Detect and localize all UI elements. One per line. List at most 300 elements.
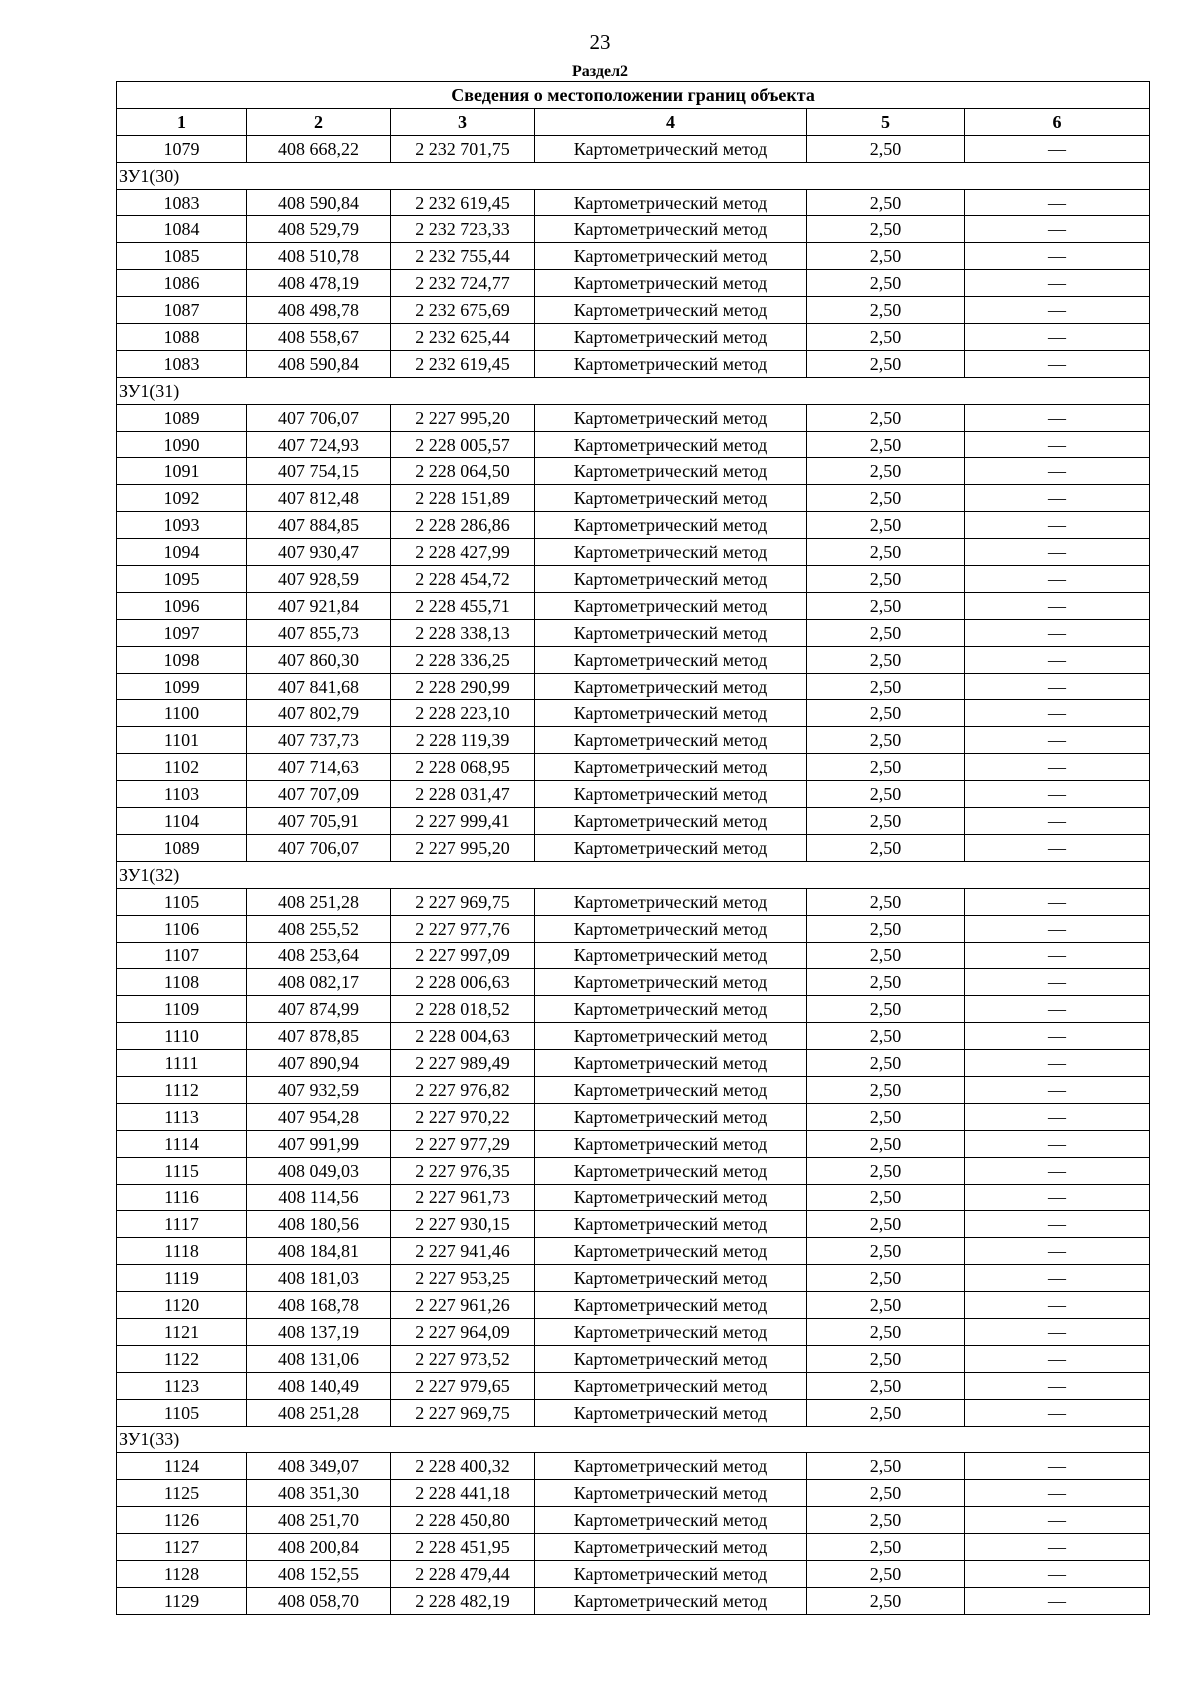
y-coordinate-cell: 2 228 479,44 xyxy=(391,1560,535,1587)
x-coordinate-cell: 408 168,78 xyxy=(247,1292,391,1319)
point-number-cell: 1101 xyxy=(117,727,247,754)
x-coordinate-cell: 408 251,28 xyxy=(247,888,391,915)
method-cell: Картометрический метод xyxy=(535,754,807,781)
method-cell: Картометрический метод xyxy=(535,566,807,593)
method-cell: Картометрический метод xyxy=(535,1480,807,1507)
method-cell: Картометрический метод xyxy=(535,1130,807,1157)
table-row xyxy=(117,781,1150,808)
description-cell: — xyxy=(965,1238,1150,1265)
point-number-cell: 1118 xyxy=(117,1238,247,1265)
point-number-cell: 1098 xyxy=(117,646,247,673)
x-coordinate-cell: 408 058,70 xyxy=(247,1587,391,1614)
description-cell: — xyxy=(965,727,1150,754)
x-coordinate-cell: 408 255,52 xyxy=(247,915,391,942)
point-number-cell: 1124 xyxy=(117,1453,247,1480)
method-cell: Картометрический метод xyxy=(535,270,807,297)
table-row xyxy=(117,216,1150,243)
column-header: 6 xyxy=(965,108,1150,135)
method-cell: Картометрический метод xyxy=(535,942,807,969)
accuracy-cell: 2,50 xyxy=(807,1345,965,1372)
x-coordinate-cell: 407 812,48 xyxy=(247,485,391,512)
x-coordinate-cell: 408 152,55 xyxy=(247,1560,391,1587)
table-caption: Сведения о местоположении границ объекта xyxy=(117,82,1150,109)
method-cell: Картометрический метод xyxy=(535,1345,807,1372)
description-cell: — xyxy=(965,297,1150,324)
x-coordinate-cell: 408 180,56 xyxy=(247,1211,391,1238)
y-coordinate-cell: 2 227 989,49 xyxy=(391,1050,535,1077)
y-coordinate-cell: 2 228 400,32 xyxy=(391,1453,535,1480)
description-cell: — xyxy=(965,1265,1150,1292)
description-cell: — xyxy=(965,1050,1150,1077)
description-cell: — xyxy=(965,539,1150,566)
y-coordinate-cell: 2 227 977,76 xyxy=(391,915,535,942)
method-cell: Картометрический метод xyxy=(535,458,807,485)
point-number-cell: 1099 xyxy=(117,673,247,700)
y-coordinate-cell: 2 228 151,89 xyxy=(391,485,535,512)
x-coordinate-cell: 408 200,84 xyxy=(247,1534,391,1561)
method-cell: Картометрический метод xyxy=(535,1184,807,1211)
y-coordinate-cell: 2 228 286,86 xyxy=(391,512,535,539)
description-cell: — xyxy=(965,1560,1150,1587)
method-cell: Картометрический метод xyxy=(535,969,807,996)
accuracy-cell: 2,50 xyxy=(807,1265,965,1292)
table-row xyxy=(117,350,1150,377)
table-row xyxy=(117,1534,1150,1561)
table-row xyxy=(117,727,1150,754)
description-cell: — xyxy=(965,619,1150,646)
table-row xyxy=(117,404,1150,431)
y-coordinate-cell: 2 227 976,82 xyxy=(391,1076,535,1103)
x-coordinate-cell: 407 928,59 xyxy=(247,566,391,593)
table-caption-row xyxy=(117,82,1150,109)
method-cell: Картометрический метод xyxy=(535,1238,807,1265)
description-cell: — xyxy=(965,243,1150,270)
description-cell: — xyxy=(965,270,1150,297)
y-coordinate-cell: 2 228 018,52 xyxy=(391,996,535,1023)
y-coordinate-cell: 2 228 006,63 xyxy=(391,969,535,996)
y-coordinate-cell: 2 228 119,39 xyxy=(391,727,535,754)
y-coordinate-cell: 2 228 338,13 xyxy=(391,619,535,646)
x-coordinate-cell: 407 991,99 xyxy=(247,1130,391,1157)
description-cell: — xyxy=(965,1023,1150,1050)
y-coordinate-cell: 2 228 223,10 xyxy=(391,700,535,727)
table-row xyxy=(117,1318,1150,1345)
x-coordinate-cell: 408 253,64 xyxy=(247,942,391,969)
method-cell: Картометрический метод xyxy=(535,216,807,243)
y-coordinate-cell: 2 227 961,26 xyxy=(391,1292,535,1319)
y-coordinate-cell: 2 232 619,45 xyxy=(391,350,535,377)
y-coordinate-cell: 2 227 999,41 xyxy=(391,808,535,835)
table-row xyxy=(117,1345,1150,1372)
table-row xyxy=(117,1238,1150,1265)
point-number-cell: 1088 xyxy=(117,324,247,351)
y-coordinate-cell: 2 228 454,72 xyxy=(391,566,535,593)
table-row xyxy=(117,431,1150,458)
description-cell: — xyxy=(965,888,1150,915)
description-cell: — xyxy=(965,324,1150,351)
point-number-cell: 1108 xyxy=(117,969,247,996)
table-row xyxy=(117,512,1150,539)
section-label: Раздел2 xyxy=(571,63,629,80)
method-cell: Картометрический метод xyxy=(535,404,807,431)
x-coordinate-cell: 407 737,73 xyxy=(247,727,391,754)
x-coordinate-cell: 407 932,59 xyxy=(247,1076,391,1103)
x-coordinate-cell: 408 131,06 xyxy=(247,1345,391,1372)
point-number-cell: 1117 xyxy=(117,1211,247,1238)
table-row xyxy=(117,1587,1150,1614)
point-number-cell: 1095 xyxy=(117,566,247,593)
x-coordinate-cell: 407 714,63 xyxy=(247,754,391,781)
method-cell: Картометрический метод xyxy=(535,781,807,808)
accuracy-cell: 2,50 xyxy=(807,512,965,539)
y-coordinate-cell: 2 227 969,75 xyxy=(391,1399,535,1426)
point-number-cell: 1083 xyxy=(117,189,247,216)
description-cell: — xyxy=(965,1507,1150,1534)
x-coordinate-cell: 408 478,19 xyxy=(247,270,391,297)
y-coordinate-cell: 2 228 336,25 xyxy=(391,646,535,673)
accuracy-cell: 2,50 xyxy=(807,1453,965,1480)
table-row xyxy=(117,1292,1150,1319)
table-row xyxy=(117,808,1150,835)
group-label: ЗУ1(30) xyxy=(117,162,1150,189)
point-number-cell: 1115 xyxy=(117,1157,247,1184)
accuracy-cell: 2,50 xyxy=(807,1507,965,1534)
accuracy-cell: 2,50 xyxy=(807,1076,965,1103)
accuracy-cell: 2,50 xyxy=(807,1211,965,1238)
x-coordinate-cell: 408 251,28 xyxy=(247,1399,391,1426)
table-row xyxy=(117,646,1150,673)
accuracy-cell: 2,50 xyxy=(807,566,965,593)
method-cell: Картометрический метод xyxy=(535,1050,807,1077)
accuracy-cell: 2,50 xyxy=(807,297,965,324)
y-coordinate-cell: 2 228 450,80 xyxy=(391,1507,535,1534)
point-number-cell: 1089 xyxy=(117,834,247,861)
y-coordinate-cell: 2 232 675,69 xyxy=(391,297,535,324)
accuracy-cell: 2,50 xyxy=(807,1157,965,1184)
x-coordinate-cell: 407 724,93 xyxy=(247,431,391,458)
x-coordinate-cell: 407 802,79 xyxy=(247,700,391,727)
table-row xyxy=(117,458,1150,485)
x-coordinate-cell: 408 498,78 xyxy=(247,297,391,324)
table-row xyxy=(117,324,1150,351)
method-cell: Картометрический метод xyxy=(535,1399,807,1426)
description-cell: — xyxy=(965,646,1150,673)
point-number-cell: 1129 xyxy=(117,1587,247,1614)
point-number-cell: 1113 xyxy=(117,1103,247,1130)
method-cell: Картометрический метод xyxy=(535,1560,807,1587)
accuracy-cell: 2,50 xyxy=(807,942,965,969)
method-cell: Картометрический метод xyxy=(535,1265,807,1292)
description-cell: — xyxy=(965,1184,1150,1211)
y-coordinate-cell: 2 232 619,45 xyxy=(391,189,535,216)
accuracy-cell: 2,50 xyxy=(807,1238,965,1265)
accuracy-cell: 2,50 xyxy=(807,1587,965,1614)
point-number-cell: 1126 xyxy=(117,1507,247,1534)
x-coordinate-cell: 408 137,19 xyxy=(247,1318,391,1345)
x-coordinate-cell: 408 184,81 xyxy=(247,1238,391,1265)
y-coordinate-cell: 2 227 995,20 xyxy=(391,834,535,861)
description-cell: — xyxy=(965,1292,1150,1319)
accuracy-cell: 2,50 xyxy=(807,619,965,646)
description-cell: — xyxy=(965,566,1150,593)
accuracy-cell: 2,50 xyxy=(807,243,965,270)
accuracy-cell: 2,50 xyxy=(807,1050,965,1077)
description-cell: — xyxy=(965,834,1150,861)
method-cell: Картометрический метод xyxy=(535,1157,807,1184)
accuracy-cell: 2,50 xyxy=(807,1372,965,1399)
method-cell: Картометрический метод xyxy=(535,888,807,915)
description-cell: — xyxy=(965,700,1150,727)
column-header: 1 xyxy=(117,108,247,135)
table-body xyxy=(117,135,1150,1614)
x-coordinate-cell: 407 706,07 xyxy=(247,834,391,861)
description-cell: — xyxy=(965,996,1150,1023)
description-cell: — xyxy=(965,1130,1150,1157)
description-cell: — xyxy=(965,404,1150,431)
x-coordinate-cell: 407 921,84 xyxy=(247,592,391,619)
y-coordinate-cell: 2 228 290,99 xyxy=(391,673,535,700)
point-number-cell: 1121 xyxy=(117,1318,247,1345)
y-coordinate-cell: 2 228 451,95 xyxy=(391,1534,535,1561)
y-coordinate-cell: 2 227 969,75 xyxy=(391,888,535,915)
x-coordinate-cell: 407 706,07 xyxy=(247,404,391,431)
x-coordinate-cell: 408 510,78 xyxy=(247,243,391,270)
table-row xyxy=(117,135,1150,162)
table-row xyxy=(117,1130,1150,1157)
table-row xyxy=(117,1399,1150,1426)
accuracy-cell: 2,50 xyxy=(807,754,965,781)
description-cell: — xyxy=(965,1103,1150,1130)
description-cell: — xyxy=(965,1587,1150,1614)
point-number-cell: 1106 xyxy=(117,915,247,942)
table-row xyxy=(117,1560,1150,1587)
method-cell: Картометрический метод xyxy=(535,539,807,566)
y-coordinate-cell: 2 228 004,63 xyxy=(391,1023,535,1050)
point-number-cell: 1128 xyxy=(117,1560,247,1587)
method-cell: Картометрический метод xyxy=(535,1453,807,1480)
table-row xyxy=(117,1372,1150,1399)
point-number-cell: 1096 xyxy=(117,592,247,619)
x-coordinate-cell: 408 558,67 xyxy=(247,324,391,351)
x-coordinate-cell: 407 754,15 xyxy=(247,458,391,485)
point-number-cell: 1100 xyxy=(117,700,247,727)
y-coordinate-cell: 2 232 755,44 xyxy=(391,243,535,270)
description-cell: — xyxy=(965,431,1150,458)
description-cell: — xyxy=(965,592,1150,619)
point-number-cell: 1090 xyxy=(117,431,247,458)
accuracy-cell: 2,50 xyxy=(807,781,965,808)
method-cell: Картометрический метод xyxy=(535,673,807,700)
group-label: ЗУ1(32) xyxy=(117,861,1150,888)
point-number-cell: 1110 xyxy=(117,1023,247,1050)
y-coordinate-cell: 2 227 970,22 xyxy=(391,1103,535,1130)
table-row xyxy=(117,1453,1150,1480)
point-number-cell: 1086 xyxy=(117,270,247,297)
y-coordinate-cell: 2 232 701,75 xyxy=(391,135,535,162)
method-cell: Картометрический метод xyxy=(535,646,807,673)
table-row xyxy=(117,673,1150,700)
table-row xyxy=(117,297,1150,324)
group-header-row xyxy=(117,162,1150,189)
y-coordinate-cell: 2 232 625,44 xyxy=(391,324,535,351)
x-coordinate-cell: 407 860,30 xyxy=(247,646,391,673)
accuracy-cell: 2,50 xyxy=(807,431,965,458)
accuracy-cell: 2,50 xyxy=(807,592,965,619)
y-coordinate-cell: 2 232 724,77 xyxy=(391,270,535,297)
accuracy-cell: 2,50 xyxy=(807,673,965,700)
y-coordinate-cell: 2 227 979,65 xyxy=(391,1372,535,1399)
description-cell: — xyxy=(965,1399,1150,1426)
y-coordinate-cell: 2 228 441,18 xyxy=(391,1480,535,1507)
point-number-cell: 1119 xyxy=(117,1265,247,1292)
x-coordinate-cell: 408 181,03 xyxy=(247,1265,391,1292)
method-cell: Картометрический метод xyxy=(535,996,807,1023)
table-row xyxy=(117,969,1150,996)
method-cell: Картометрический метод xyxy=(535,1507,807,1534)
accuracy-cell: 2,50 xyxy=(807,727,965,754)
point-number-cell: 1094 xyxy=(117,539,247,566)
accuracy-cell: 2,50 xyxy=(807,1318,965,1345)
description-cell: — xyxy=(965,1345,1150,1372)
description-cell: — xyxy=(965,1480,1150,1507)
x-coordinate-cell: 408 082,17 xyxy=(247,969,391,996)
x-coordinate-cell: 408 590,84 xyxy=(247,189,391,216)
x-coordinate-cell: 407 884,85 xyxy=(247,512,391,539)
method-cell: Картометрический метод xyxy=(535,727,807,754)
y-coordinate-cell: 2 228 068,95 xyxy=(391,754,535,781)
y-coordinate-cell: 2 228 005,57 xyxy=(391,431,535,458)
method-cell: Картометрический метод xyxy=(535,700,807,727)
accuracy-cell: 2,50 xyxy=(807,700,965,727)
method-cell: Картометрический метод xyxy=(535,1587,807,1614)
accuracy-cell: 2,50 xyxy=(807,1023,965,1050)
point-number-cell: 1092 xyxy=(117,485,247,512)
accuracy-cell: 2,50 xyxy=(807,1480,965,1507)
description-cell: — xyxy=(965,189,1150,216)
table-row xyxy=(117,566,1150,593)
y-coordinate-cell: 2 227 953,25 xyxy=(391,1265,535,1292)
y-coordinate-cell: 2 227 961,73 xyxy=(391,1184,535,1211)
table-row xyxy=(117,539,1150,566)
column-header: 3 xyxy=(391,108,535,135)
method-cell: Картометрический метод xyxy=(535,297,807,324)
accuracy-cell: 2,50 xyxy=(807,1399,965,1426)
point-number-cell: 1123 xyxy=(117,1372,247,1399)
point-number-cell: 1109 xyxy=(117,996,247,1023)
y-coordinate-cell: 2 227 973,52 xyxy=(391,1345,535,1372)
accuracy-cell: 2,50 xyxy=(807,404,965,431)
method-cell: Картометрический метод xyxy=(535,808,807,835)
y-coordinate-cell: 2 227 997,09 xyxy=(391,942,535,969)
point-number-cell: 1084 xyxy=(117,216,247,243)
y-coordinate-cell: 2 227 941,46 xyxy=(391,1238,535,1265)
column-header: 4 xyxy=(535,108,807,135)
table-row xyxy=(117,1507,1150,1534)
method-cell: Картометрический метод xyxy=(535,1023,807,1050)
point-number-cell: 1105 xyxy=(117,1399,247,1426)
x-coordinate-cell: 408 049,03 xyxy=(247,1157,391,1184)
accuracy-cell: 2,50 xyxy=(807,1292,965,1319)
x-coordinate-cell: 408 590,84 xyxy=(247,350,391,377)
x-coordinate-cell: 408 351,30 xyxy=(247,1480,391,1507)
x-coordinate-cell: 407 874,99 xyxy=(247,996,391,1023)
y-coordinate-cell: 2 227 964,09 xyxy=(391,1318,535,1345)
point-number-cell: 1103 xyxy=(117,781,247,808)
description-cell: — xyxy=(965,350,1150,377)
accuracy-cell: 2,50 xyxy=(807,888,965,915)
method-cell: Картометрический метод xyxy=(535,431,807,458)
x-coordinate-cell: 407 930,47 xyxy=(247,539,391,566)
group-header-row xyxy=(117,861,1150,888)
column-header: 2 xyxy=(247,108,391,135)
description-cell: — xyxy=(965,216,1150,243)
point-number-cell: 1112 xyxy=(117,1076,247,1103)
y-coordinate-cell: 2 228 064,50 xyxy=(391,458,535,485)
table-row xyxy=(117,270,1150,297)
point-number-cell: 1102 xyxy=(117,754,247,781)
accuracy-cell: 2,50 xyxy=(807,915,965,942)
accuracy-cell: 2,50 xyxy=(807,539,965,566)
accuracy-cell: 2,50 xyxy=(807,1130,965,1157)
description-cell: — xyxy=(965,485,1150,512)
point-number-cell: 1097 xyxy=(117,619,247,646)
y-coordinate-cell: 2 228 482,19 xyxy=(391,1587,535,1614)
accuracy-cell: 2,50 xyxy=(807,270,965,297)
point-number-cell: 1105 xyxy=(117,888,247,915)
table-row xyxy=(117,888,1150,915)
accuracy-cell: 2,50 xyxy=(807,646,965,673)
accuracy-cell: 2,50 xyxy=(807,1534,965,1561)
description-cell: — xyxy=(965,969,1150,996)
x-coordinate-cell: 408 668,22 xyxy=(247,135,391,162)
description-cell: — xyxy=(965,1534,1150,1561)
point-number-cell: 1125 xyxy=(117,1480,247,1507)
x-coordinate-cell: 407 841,68 xyxy=(247,673,391,700)
accuracy-cell: 2,50 xyxy=(807,1560,965,1587)
table-row xyxy=(117,834,1150,861)
method-cell: Картометрический метод xyxy=(535,485,807,512)
accuracy-cell: 2,50 xyxy=(807,216,965,243)
method-cell: Картометрический метод xyxy=(535,1076,807,1103)
point-number-cell: 1091 xyxy=(117,458,247,485)
table-row xyxy=(117,942,1150,969)
table-row xyxy=(117,915,1150,942)
accuracy-cell: 2,50 xyxy=(807,485,965,512)
y-coordinate-cell: 2 227 976,35 xyxy=(391,1157,535,1184)
x-coordinate-cell: 407 954,28 xyxy=(247,1103,391,1130)
y-coordinate-cell: 2 227 977,29 xyxy=(391,1130,535,1157)
point-number-cell: 1079 xyxy=(117,135,247,162)
method-cell: Картометрический метод xyxy=(535,1103,807,1130)
method-cell: Картометрический метод xyxy=(535,189,807,216)
accuracy-cell: 2,50 xyxy=(807,350,965,377)
point-number-cell: 1111 xyxy=(117,1050,247,1077)
description-cell: — xyxy=(965,1372,1150,1399)
x-coordinate-cell: 408 114,56 xyxy=(247,1184,391,1211)
accuracy-cell: 2,50 xyxy=(807,458,965,485)
table-row xyxy=(117,1211,1150,1238)
table-row xyxy=(117,189,1150,216)
table-row xyxy=(117,1480,1150,1507)
table-row xyxy=(117,619,1150,646)
method-cell: Картометрический метод xyxy=(535,1372,807,1399)
accuracy-cell: 2,50 xyxy=(807,1103,965,1130)
group-header-row xyxy=(117,1426,1150,1453)
table-row xyxy=(117,485,1150,512)
accuracy-cell: 2,50 xyxy=(807,996,965,1023)
point-number-cell: 1107 xyxy=(117,942,247,969)
table-row xyxy=(117,1103,1150,1130)
